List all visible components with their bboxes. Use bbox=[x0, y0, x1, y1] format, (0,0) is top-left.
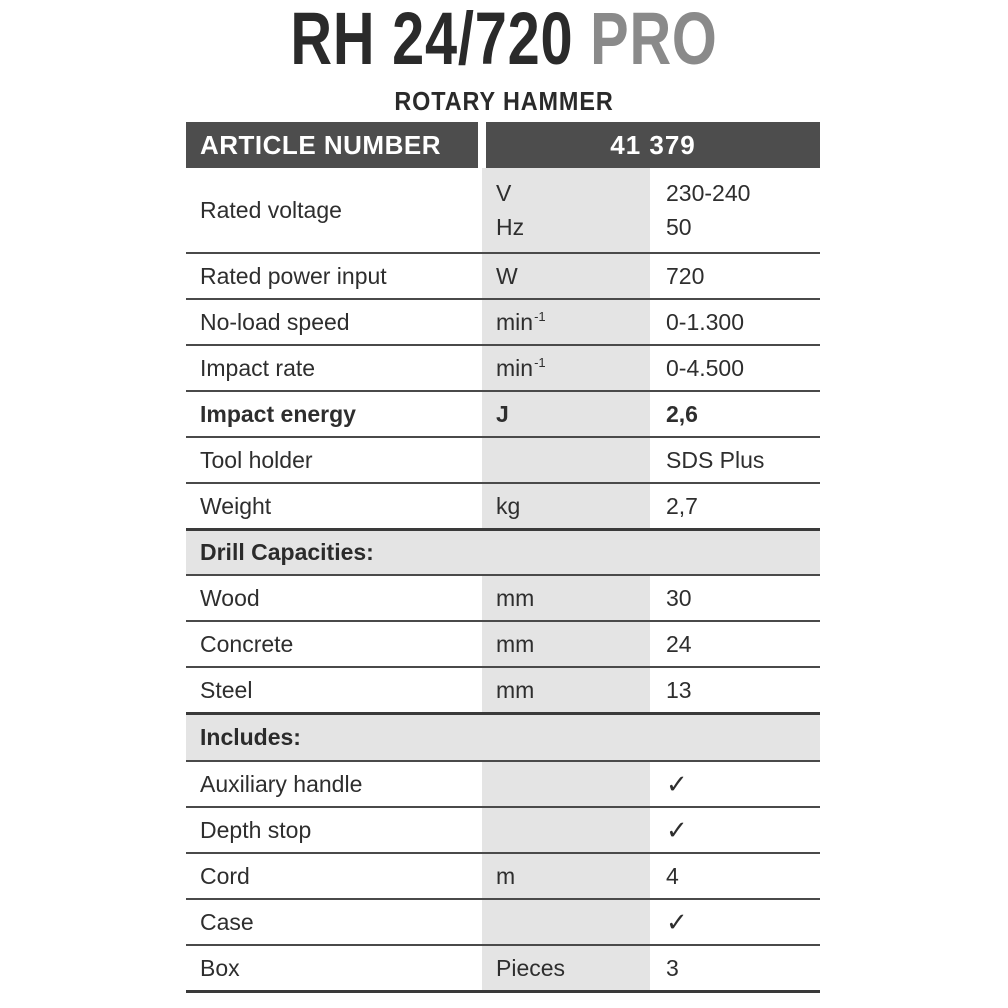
section-heading: Includes: bbox=[200, 724, 301, 750]
spec-label: Steel bbox=[200, 676, 253, 703]
spec-label: Impact rate bbox=[200, 354, 316, 381]
spec-unit-line: V bbox=[496, 180, 512, 206]
spec-unit: m bbox=[482, 854, 650, 898]
section-includes bbox=[186, 712, 820, 760]
article-number-label: ARTICLE NUMBER bbox=[186, 122, 478, 168]
spec-label: Rated voltage bbox=[200, 196, 342, 223]
spec-value: 720 bbox=[666, 262, 705, 289]
spec-value-line: 50 bbox=[666, 214, 692, 240]
spec-row-rated-power bbox=[186, 252, 820, 298]
spec-unit bbox=[482, 808, 650, 852]
product-suffix: PRO bbox=[590, 0, 718, 80]
checkmark-icon: ✓ bbox=[666, 814, 688, 845]
capacity-row-concrete bbox=[186, 620, 820, 666]
spec-value: 0-1.300 bbox=[666, 308, 745, 335]
product-title bbox=[111, 0, 897, 80]
spec-value: SDS Plus bbox=[666, 446, 765, 473]
spec-value: 4 bbox=[666, 862, 679, 889]
spec-value-line: 230-240 bbox=[666, 180, 751, 206]
spec-value: 24 bbox=[666, 630, 692, 657]
article-number-value: 41 379 bbox=[486, 122, 820, 168]
spec-unit: Pieces bbox=[482, 946, 650, 990]
spec-value: 3 bbox=[666, 954, 679, 981]
spec-label: Weight bbox=[200, 492, 272, 519]
spec-value: 2,6 bbox=[666, 400, 698, 427]
spec-unit-superscript: -1 bbox=[534, 308, 546, 324]
spec-value: 13 bbox=[666, 676, 692, 703]
spec-unit: mm bbox=[482, 622, 650, 666]
includes-row-case bbox=[186, 898, 820, 944]
spec-unit bbox=[482, 900, 650, 944]
spec-label: Case bbox=[200, 908, 254, 935]
spec-unit: J bbox=[482, 392, 650, 436]
spec-unit-line: Hz bbox=[496, 214, 525, 240]
product-model: RH 24/720 bbox=[290, 0, 574, 80]
spec-unit bbox=[482, 346, 650, 390]
spec-unit: W bbox=[482, 254, 650, 298]
spec-unit: mm bbox=[482, 576, 650, 620]
spec-label: No-load speed bbox=[200, 308, 350, 335]
spec-unit: mm bbox=[482, 668, 650, 712]
spec-row-no-load-speed bbox=[186, 298, 820, 344]
checkmark-icon: ✓ bbox=[666, 768, 688, 799]
spec-label: Cord bbox=[200, 862, 250, 889]
spec-label: Auxiliary handle bbox=[200, 770, 363, 797]
spec-value: 30 bbox=[666, 584, 692, 611]
spec-row-impact-energy bbox=[186, 390, 820, 436]
includes-row-depth-stop bbox=[186, 806, 820, 852]
spec-value bbox=[650, 168, 820, 252]
capacity-row-steel bbox=[186, 666, 820, 712]
spec-value: 0-4.500 bbox=[666, 354, 745, 381]
spec-unit-text: min bbox=[496, 354, 534, 381]
spec-unit bbox=[482, 762, 650, 806]
spec-unit bbox=[482, 168, 650, 252]
spec-row-tool-holder bbox=[186, 436, 820, 482]
spec-label: Rated power input bbox=[200, 262, 387, 289]
section-drill-capacities bbox=[186, 528, 820, 574]
spec-label: Impact energy bbox=[200, 400, 356, 427]
spec-label: Depth stop bbox=[200, 816, 312, 843]
spec-unit bbox=[482, 300, 650, 344]
spec-value: 2,7 bbox=[666, 492, 698, 519]
spec-row-weight bbox=[186, 482, 820, 528]
capacity-row-wood bbox=[186, 574, 820, 620]
spec-label: Concrete bbox=[200, 630, 294, 657]
spec-unit-text: min bbox=[496, 308, 534, 335]
spec-unit: kg bbox=[482, 484, 650, 528]
spec-unit-superscript: -1 bbox=[534, 354, 546, 370]
includes-row-auxiliary-handle bbox=[186, 760, 820, 806]
table-bottom-border bbox=[186, 990, 820, 993]
spec-label: Tool holder bbox=[200, 446, 313, 473]
spec-label: Wood bbox=[200, 584, 260, 611]
spec-row-impact-rate bbox=[186, 344, 820, 390]
spec-table bbox=[186, 122, 820, 993]
header-gap bbox=[478, 122, 486, 168]
checkmark-icon: ✓ bbox=[666, 906, 688, 937]
article-number-header bbox=[186, 122, 820, 168]
includes-row-box bbox=[186, 944, 820, 990]
spec-label: Box bbox=[200, 954, 240, 981]
section-heading: Drill Capacities: bbox=[200, 539, 374, 565]
includes-row-cord bbox=[186, 852, 820, 898]
spec-row-rated-voltage bbox=[186, 168, 820, 252]
spec-unit bbox=[482, 438, 650, 482]
product-subtitle: ROTARY HAMMER bbox=[394, 86, 614, 116]
